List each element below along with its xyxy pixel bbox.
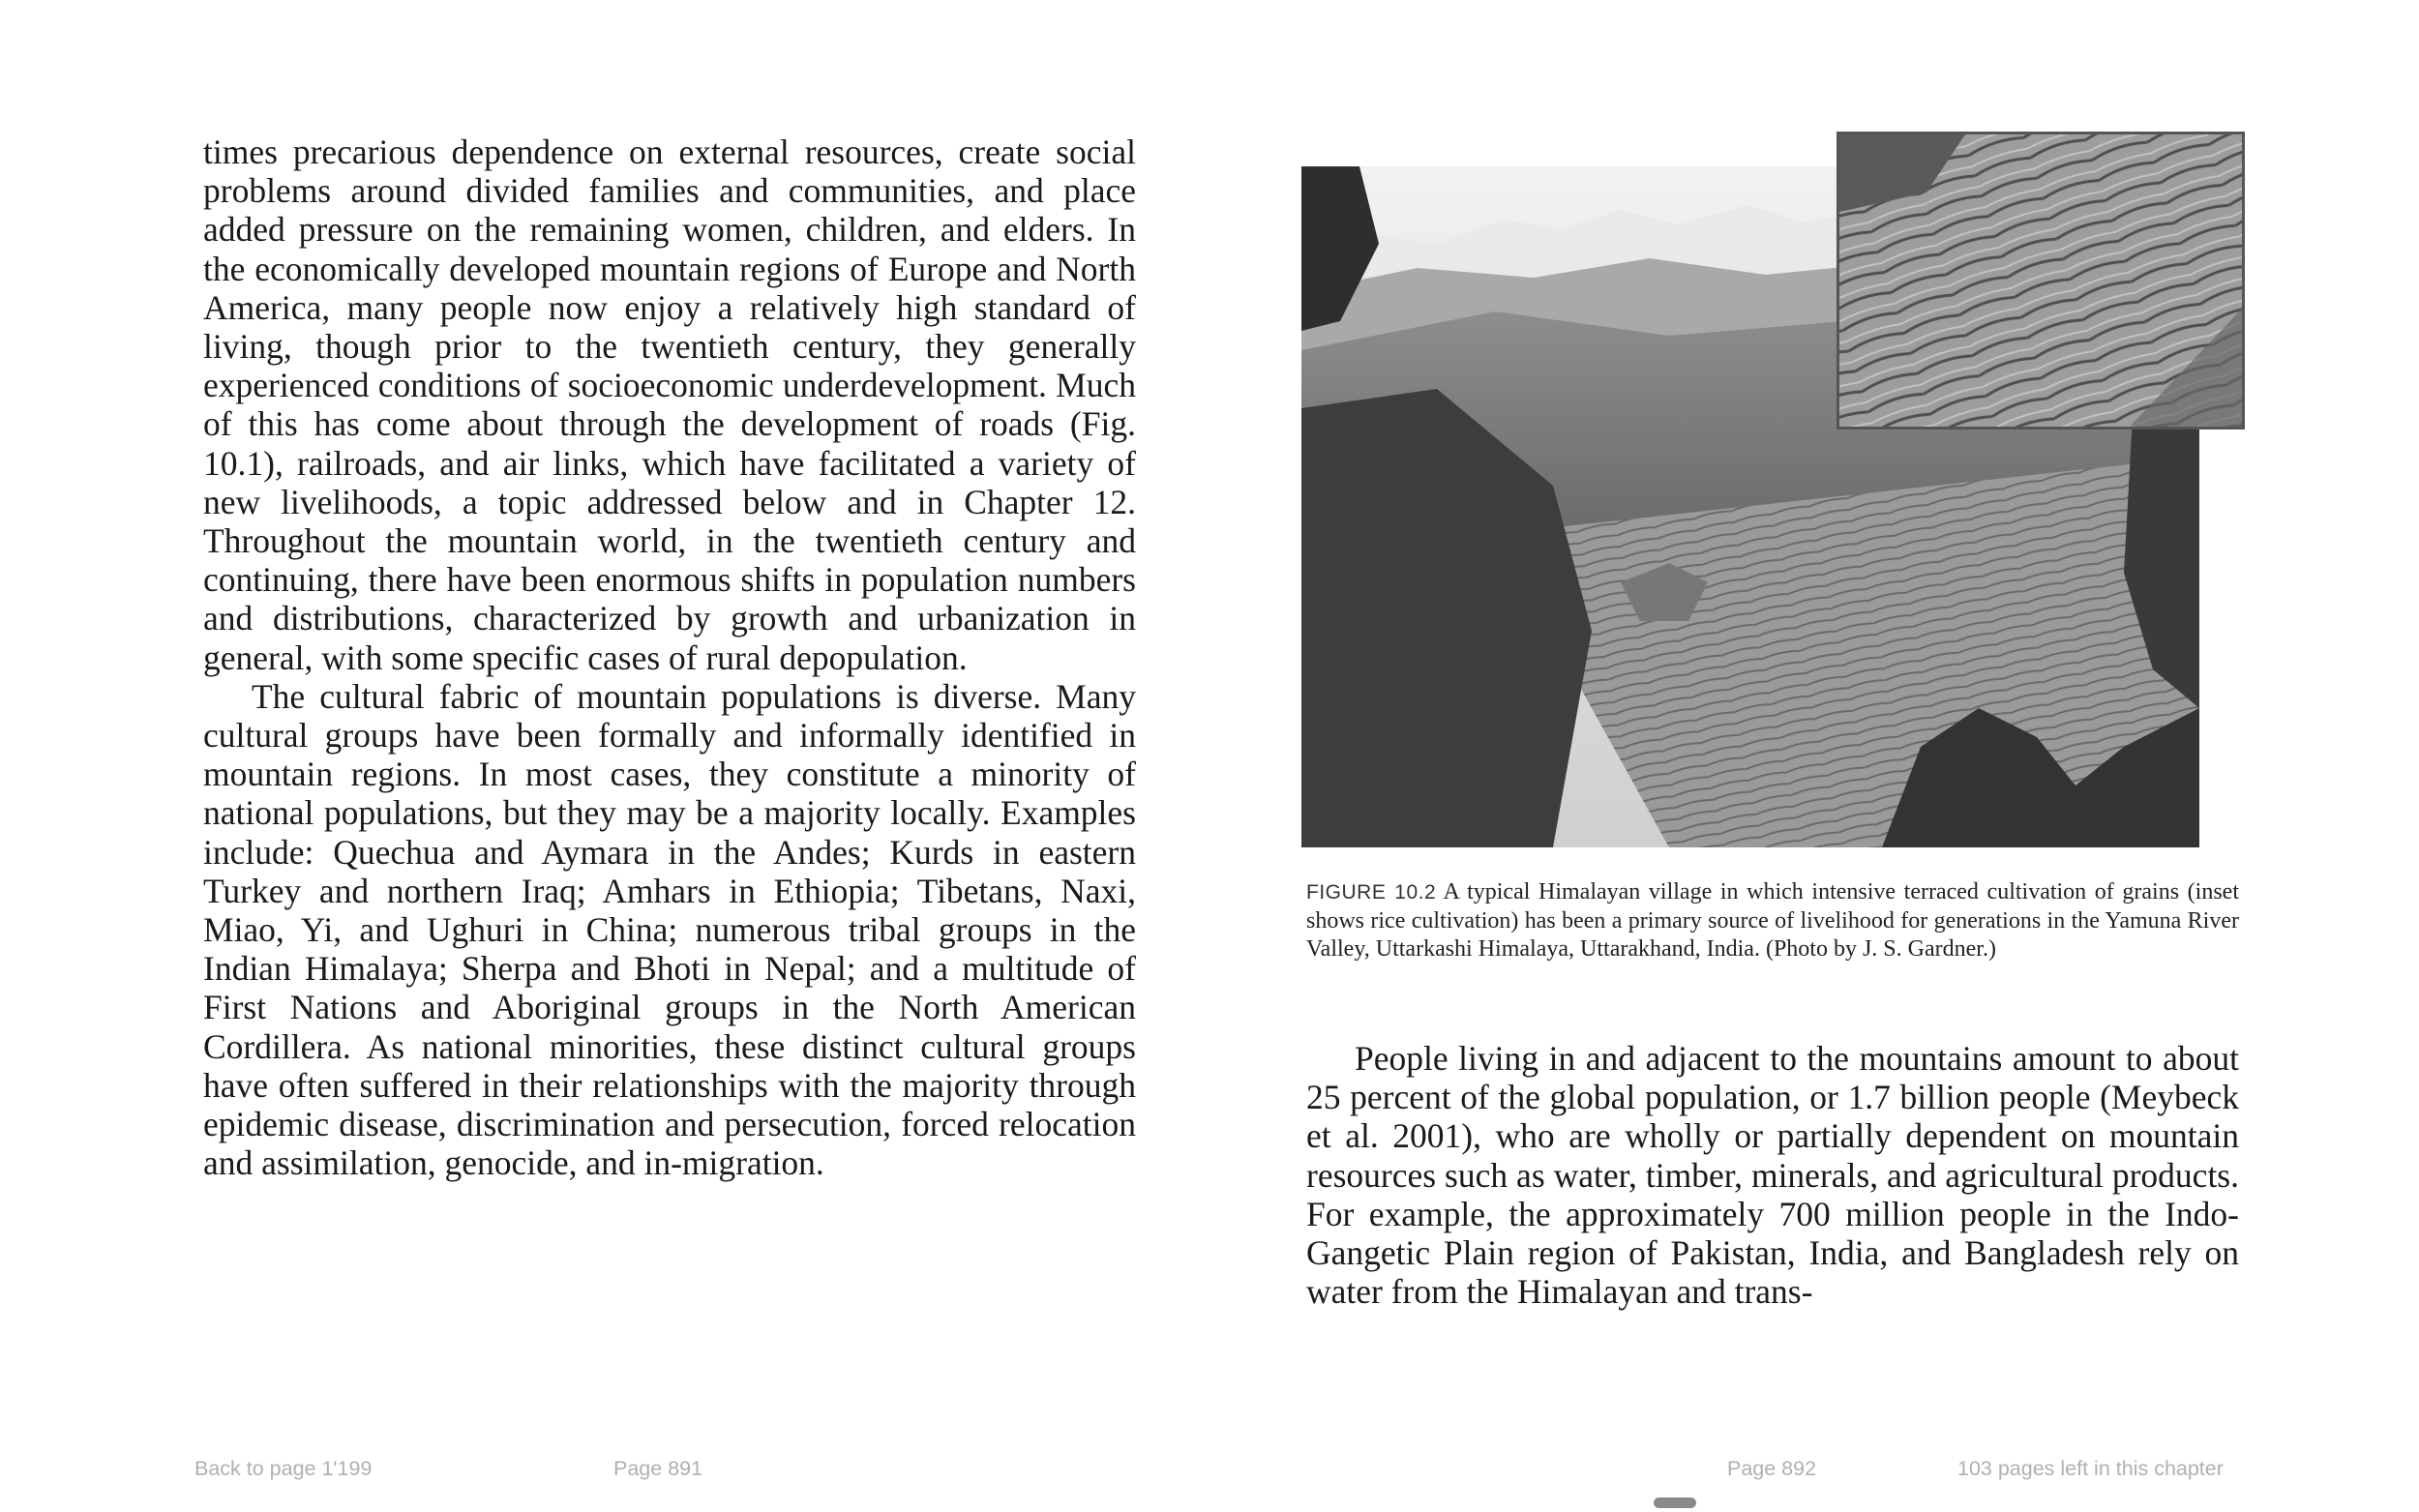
pages-left-in-chapter: 103 pages left in this chapter	[1957, 1457, 2224, 1480]
back-to-page-link[interactable]: Back to page 1'199	[194, 1457, 373, 1480]
page-scrubber-handle[interactable]	[1654, 1497, 1696, 1508]
rice-terrace-inset-photo	[1837, 132, 2245, 430]
figure-10-2	[1301, 132, 2245, 847]
left-page-number: Page 891	[613, 1457, 703, 1480]
figure-caption-text: A typical Himalayan village in which intensive terraced cultivation of grains (inset shows rice cultivation) has been a primary source of livelihood for generations in the Yamuna River Valley, Uttarkashi Himalaya, Uttarakhand, India. (Photo by J. S. Gardner.)	[1306, 879, 2239, 963]
figure-label: FIGURE 10.2	[1306, 881, 1437, 904]
left-page-body-text	[203, 133, 1136, 1182]
right-page-number: Page 892	[1727, 1457, 1817, 1480]
left-paragraph-1: times precarious dependence on external resources, create social problems around divided families and communities, and place added pressure on the remaining women, children, and elders. In the economically developed mountain regions of Europe and North America, many people now enjoy a relatively high standard of living, though prior to the twentieth century, they generally experienced conditions of socioeconomic underdevelopment. Much of this has come about through the development of roads (Fig. 10.1), railroads, and air links, which have facilitated a variety of new livelihoods, a topic addressed below and in Chapter 12. Throughout the mountain world, in the twentieth century and continuing, there have been enormous shifts in population numbers and distributions, characterized by growth and urbanization in general, with some specific cases of rural depopulation.	[203, 133, 1136, 677]
left-paragraph-2: The cultural fabric of mountain populations is diverse. Many cultural groups have been formally and informally identified in mountain regions. In most cases, they constitute a minority of national populations, but they may be a majority locally. Examples include: Quechua and Aymara in the Andes; Kurds in eastern Turkey and northern Iraq; Amhars in Ethiopia; Tibetans, Naxi, Miao, Yi, and Ughuri in China; numerous tribal groups in the Indian Himalaya; Sherpa and Bhoti in Nepal; and a multitude of First Nations and Aboriginal groups in the North American Cordillera. As national minorities, these distinct cultural groups have often suffered in their relationships with the majority through epidemic disease, discrimination and persecution, forced relocation and assimilation, genocide, and in-migration.	[203, 676, 1136, 1183]
right-page-body-text	[1306, 1039, 2239, 1311]
figure-caption	[1306, 878, 2239, 964]
right-paragraph-1: People living in and adjacent to the mountains amount to about 25 percent of the global population, or 1.7 billion people (Meybeck et al. 2001), who are wholly or partially dependent on mountain resources such as water, timber, minerals, and agricultural products. For example, the approximately 700 million people in the Indo-Gangetic Plain region of Pakistan, India, and Bangladesh rely on water from the Himalayan and trans-	[1306, 1039, 2239, 1312]
